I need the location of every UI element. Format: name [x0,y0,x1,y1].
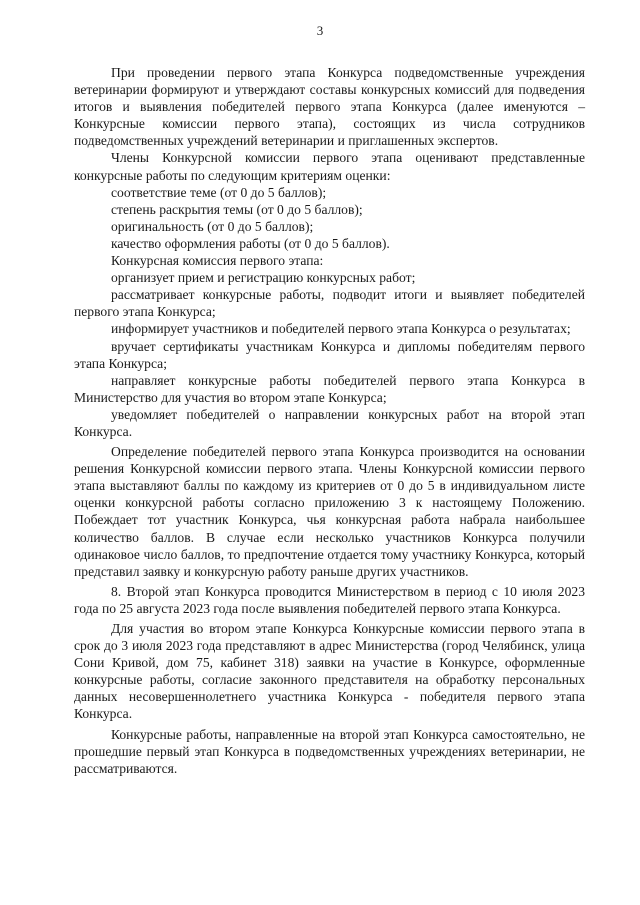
duty-review: рассматривает конкурсные работы, подводит итоги и выявляет победителей первого этапа Конкурса; [74,287,585,320]
paragraph-second-stage: 8. Второй этап Конкурса проводится Министерством в период с 10 июля 2023 года по 25 августа 2023 года после выявления победителей первого этапа Конкурса. [74,583,585,616]
paragraph-second-stage-submission: Для участия во втором этапе Конкурса Конкурсные комиссии первого этапа в срок до 3 июля 2023 года представляют в адрес Министерства (город Челябинск, улица Сони Кривой, дом 75, кабинет 318) заявки на участие в Конкурсе, оформленные конкурсные работы, согласие законного представителя на обработку персональных данных несовершеннолетнего участника Конкурса - победителя первого этапа Конкурса. [74,621,585,722]
duty-inform: информирует участников и победителей первого этапа Конкурса о результатах; [111,321,571,337]
paragraph-unreviewed-works: Конкурсные работы, направленные на второй этап Конкурса самостоятельно, не прошедшие первый этап Конкурса в подведомственных учреждениях ветеринарии, не рассматриваются. [74,726,585,776]
criterion-topic-coverage: степень раскрытия темы (от 0 до 5 баллов); [111,201,363,217]
paragraph-winner-determination: Определение победителей первого этапа Конкурса производится на основании решения Конкурсной комиссии первого этапа. Члены Конкурсной комиссии первого этапа выставляют баллы по каждому из критериев от 0 до 5 в индивидуальном листе оценки конкурсной работы согласно приложению 3 к настоящему Положению. Побеждает тот участник Конкурса, чья конкурсная работа набрала наибольшее количество баллов. В случае если несколько участников Конкурса получили одинаковое число баллов, то предпочтение отдается тому участнику Конкурса, который представил заявку и конкурсную работу раньше других участников. [74,444,585,579]
criterion-originality: оригинальность (от 0 до 5 баллов); [111,218,314,234]
document-body [74,64,585,777]
page-number: 3 [316,23,324,38]
criterion-topic-relevance: соответствие теме (от 0 до 5 баллов); [111,184,327,200]
duty-registration: организует прием и регистрацию конкурсных работ; [111,270,416,286]
duty-notify-winners: уведомляет победителей о направлении конкурсных работ на второй этап Конкурса. [74,406,585,439]
criterion-design-quality: качество оформления работы (от 0 до 5 баллов). [111,235,390,251]
paragraph-evaluation-criteria: Члены Конкурсной комиссии первого этапа оценивают представленные конкурсные работы по следующим критериям оценки: [74,150,585,183]
duty-forward-works: направляет конкурсные работы победителей первого этапа Конкурса в Министерство для участия во втором этапе Конкурса; [74,372,585,405]
paragraph-commission-duties-heading: Конкурсная комиссия первого этапа: [111,253,324,269]
duty-certificates: вручает сертификаты участникам Конкурса и дипломы победителям первого этапа Конкурса; [74,338,585,371]
paragraph-commission-formation: При проведении первого этапа Конкурса подведомственные учреждения ветеринарии формируют и утверждают составы конкурсных комиссий для подведения итогов и выявления победителей первого этапа Конкурса (далее именуются – Конкурсные комиссии первого этапа), состоящих из числа сотрудников подведомственных учреждений ветеринарии и приглашенных экспертов. [74,65,585,149]
